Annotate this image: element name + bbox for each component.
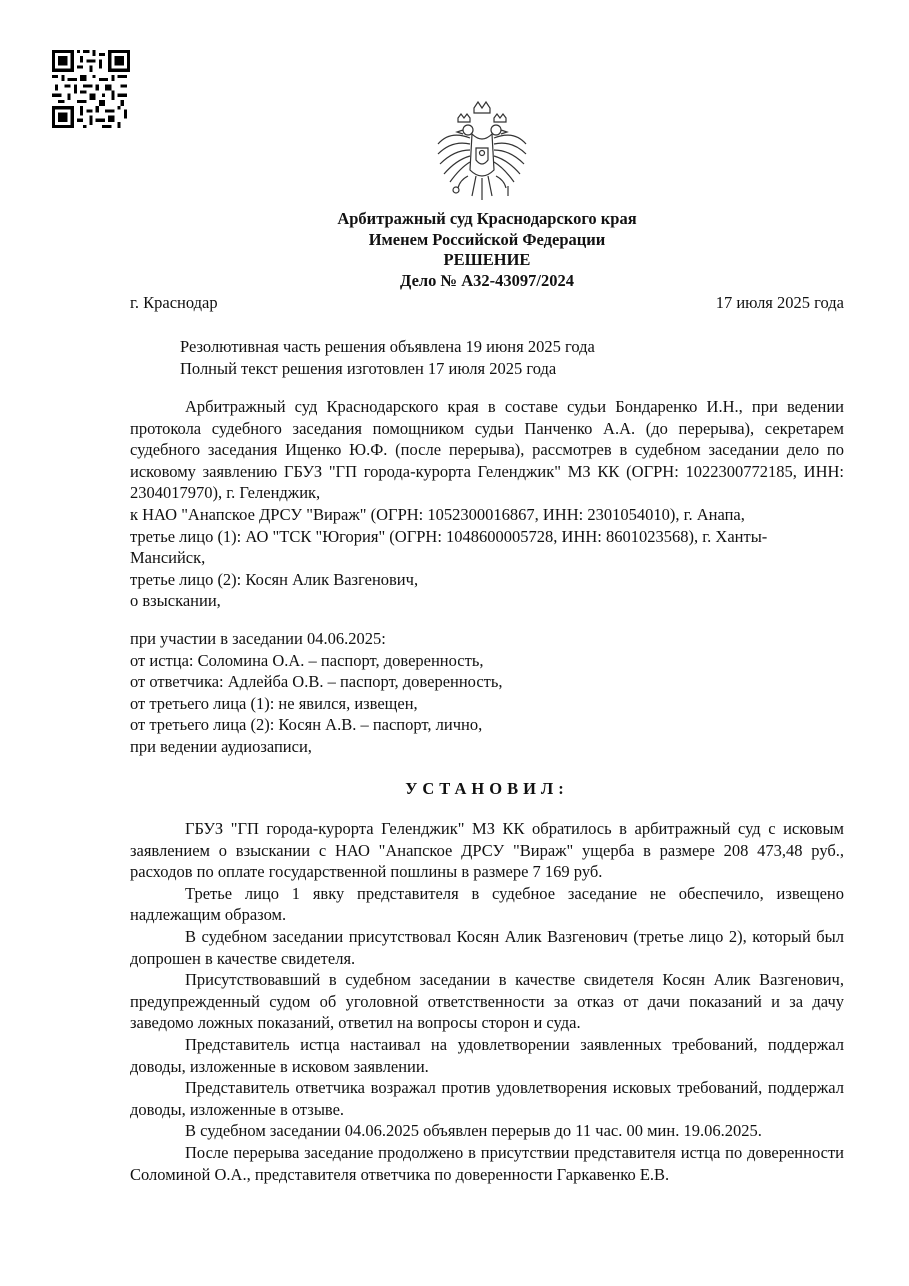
qr-code	[52, 50, 130, 128]
attendance-line: от третьего лица (1): не явился, извещен,	[130, 693, 418, 713]
party-line: Мансийск,	[130, 548, 206, 568]
court-name: Арбитражный суд Краснодарского края	[337, 209, 637, 228]
decision-date: 17 июля 2025 года	[715, 293, 844, 312]
established-paragraph: После перерыва заседание продолжено в присутствии представителя истца по доверенности Соломиной О.А., представителя ответчика по доверенности Гаркавенко Е.В.	[130, 1142, 844, 1184]
party-line: к НАО "Анапское ДРСУ "Вираж" (ОГРН: 1052300016867, ИНН: 2301054010), г. Анапа,	[130, 504, 745, 524]
in-the-name-line: Именем Российской Федерации	[368, 229, 606, 249]
intro-paragraph: Арбитражный суд Краснодарского края в составе судьи Бондаренко И.Н., при ведении протокола судебного заседания помощником судьи Панченко А.А. (до перерыва), секретарем судебного заседания Ищенко Ю.Ф. (после перерыва), рассмотрев в судебном заседании дело по исковому заявлению ГБУЗ "ГП города-курорта Геленджик" МЗ КК (ОГРН: 1022300772185, ИНН: 2304017970), г. Геленджик,	[130, 397, 844, 503]
established-paragraph: Представитель истца настаивал на удовлетворении заявленных требований, поддержал доводы, изложенные в исковом заявлении.	[130, 1034, 844, 1076]
intro-block	[130, 396, 844, 612]
note-line: Резолютивная часть решения объявлена 19 июня 2025 года	[180, 337, 595, 356]
established-paragraph: Представитель ответчика возражал против удовлетворения исковых требований, поддержал доводы, изложенные в отзыве.	[130, 1078, 844, 1119]
party-line: о взыскании,	[130, 591, 221, 611]
party-line: третье лицо (2): Косян Алик Вазгенович,	[130, 569, 419, 589]
attendance-line: от истца: Соломина О.А. – паспорт, доверенность,	[130, 650, 484, 670]
coat-of-arms-emblem	[432, 100, 532, 204]
section-title: УСТАНОВИЛ:	[405, 779, 569, 798]
place: г. Краснодар	[130, 293, 218, 312]
attendance-block	[130, 628, 844, 758]
document-type: РЕШЕНИЕ	[443, 250, 531, 269]
attendance-line: от ответчика: Адлейба О.В. – паспорт, доверенность,	[130, 672, 503, 692]
party-line: третье лицо (1): АО "ТСК "Югория" (ОГРН: 1048600005728, ИНН: 8601023568), г. Ханты-	[130, 526, 768, 546]
established-paragraph: ГБУЗ "ГП города-курорта Геленджик" МЗ КК обратилось в арбитражный суд с исковым заявлением о взыскании с НАО "Анапское ДРСУ "Вираж" ущерба в размере 208 473,48 руб., расходов по оплате государственной пошлины в размере 7 169 руб.	[130, 819, 844, 882]
decision-notes	[180, 336, 595, 379]
note-line: Полный текст решения изготовлен 17 июля 2025 года	[180, 358, 557, 378]
established-paragraph: Третье лицо 1 явку представителя в судебное заседание не обеспечило, извещено надлежащим образом.	[130, 883, 844, 925]
attendance-line: при участии в заседании 04.06.2025:	[130, 629, 386, 648]
established-paragraph: В судебном заседании присутствовал Косян Алик Вазгенович (третье лицо 2), который был допрошен в качестве свидетеля.	[130, 926, 844, 968]
case-number: Дело № А32-43097/2024	[400, 270, 574, 290]
established-block	[130, 818, 844, 1185]
attendance-line: при ведении аудиозаписи,	[130, 736, 312, 756]
established-paragraph: В судебном заседании 04.06.2025 объявлен перерыв до 11 час. 00 мин. 19.06.2025.	[185, 1121, 762, 1141]
attendance-line: от третьего лица (2): Косян А.В. – паспорт, лично,	[130, 715, 483, 735]
established-paragraph: Присутствовавший в судебном заседании в качестве свидетеля Косян Алик Вазгенович, предупрежденный судом об уголовной ответственности за отказ от дачи показаний и за дачу заведомо ложных показаний, ответил на вопросы сторон и суда.	[130, 970, 844, 1033]
document-header	[130, 209, 844, 291]
